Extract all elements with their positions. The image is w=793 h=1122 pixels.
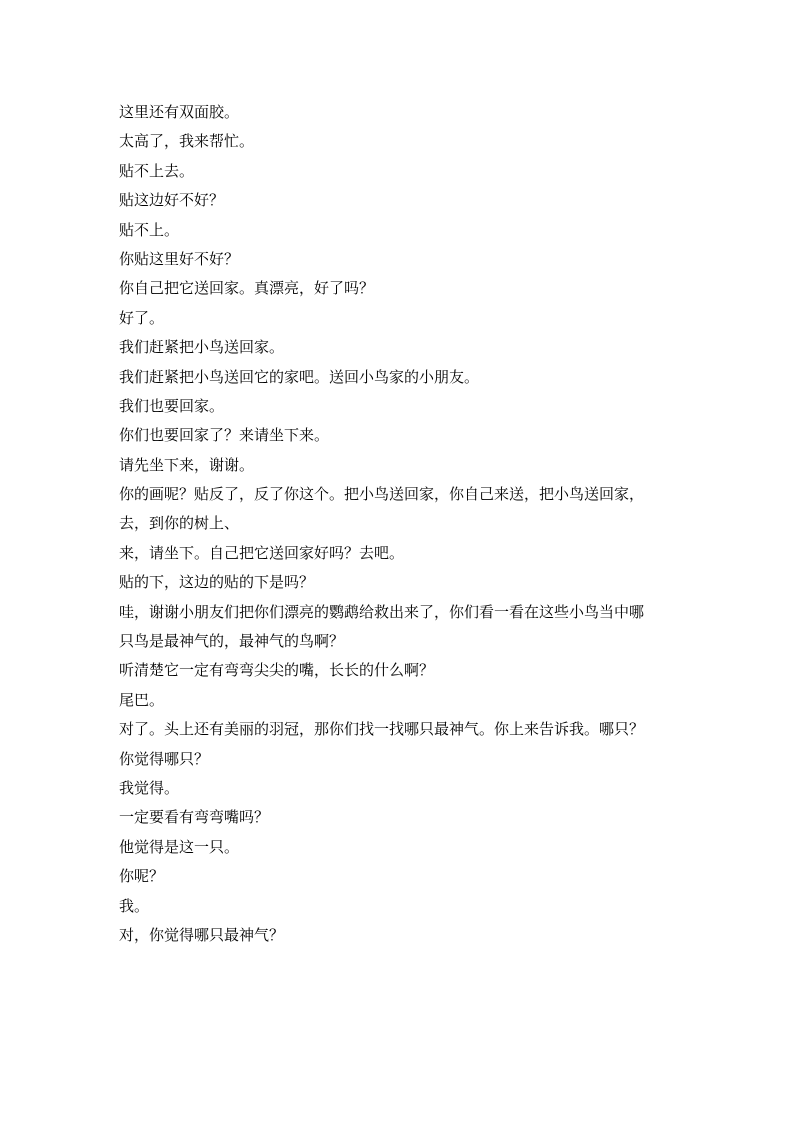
transcript-line: 你贴这里好不好？ <box>119 249 240 268</box>
transcript-line: 贴的下，这边的贴的下是吗？ <box>119 573 315 592</box>
transcript-line: 只鸟是最神气的，最神气的鸟啊？ <box>119 632 345 651</box>
transcript-line: 来，请坐下。自己把它送回家好吗？去吧。 <box>119 543 405 562</box>
transcript-line: 太高了，我来帮忙。 <box>119 132 255 151</box>
transcript-body <box>119 98 679 950</box>
transcript-line: 你的画呢？贴反了，反了你这个。把小鸟送回家，你自己来送，把小鸟送回家， <box>119 485 645 504</box>
transcript-line: 去，到你的树上、 <box>119 514 240 533</box>
transcript-line: 一定要看有弯弯嘴吗？ <box>119 808 270 827</box>
transcript-line: 你自己把它送回家。真漂亮，好了吗？ <box>119 279 375 298</box>
transcript-line: 我。 <box>119 896 150 915</box>
transcript-line: 你觉得哪只？ <box>119 749 210 768</box>
transcript-line: 我们赶紧把小鸟送回它的家吧。送回小鸟家的小朋友。 <box>119 367 480 386</box>
transcript-line: 贴不上去。 <box>119 161 195 180</box>
transcript-line: 请先坐下来，谢谢。 <box>119 455 255 474</box>
transcript-line: 贴这边好不好？ <box>119 191 225 210</box>
transcript-line: 我们赶紧把小鸟送回家。 <box>119 338 285 357</box>
transcript-line: 对，你觉得哪只最神气？ <box>119 925 285 944</box>
transcript-line: 你呢？ <box>119 867 165 886</box>
transcript-line: 我觉得。 <box>119 778 180 797</box>
transcript-line: 尾巴。 <box>119 690 165 709</box>
transcript-line: 你们也要回家了？来请坐下来。 <box>119 426 330 445</box>
transcript-line: 好了。 <box>119 308 165 327</box>
transcript-line: 哇，谢谢小朋友们把你们漂亮的鹦鹉给救出来了，你们看一看在这些小鸟当中哪 <box>119 602 645 621</box>
transcript-line: 这里还有双面胶。 <box>119 103 240 121</box>
transcript-line: 他觉得是这一只。 <box>119 837 240 856</box>
transcript-line: 对了。头上还有美丽的羽冠，那你们找一找哪只最神气。你上来告诉我。哪只？ <box>119 720 645 739</box>
transcript-line: 听清楚它一定有弯弯尖尖的嘴，长长的什么啊？ <box>119 661 435 680</box>
transcript-line: 贴不上。 <box>119 220 180 239</box>
transcript-line: 我们也要回家。 <box>119 396 225 415</box>
